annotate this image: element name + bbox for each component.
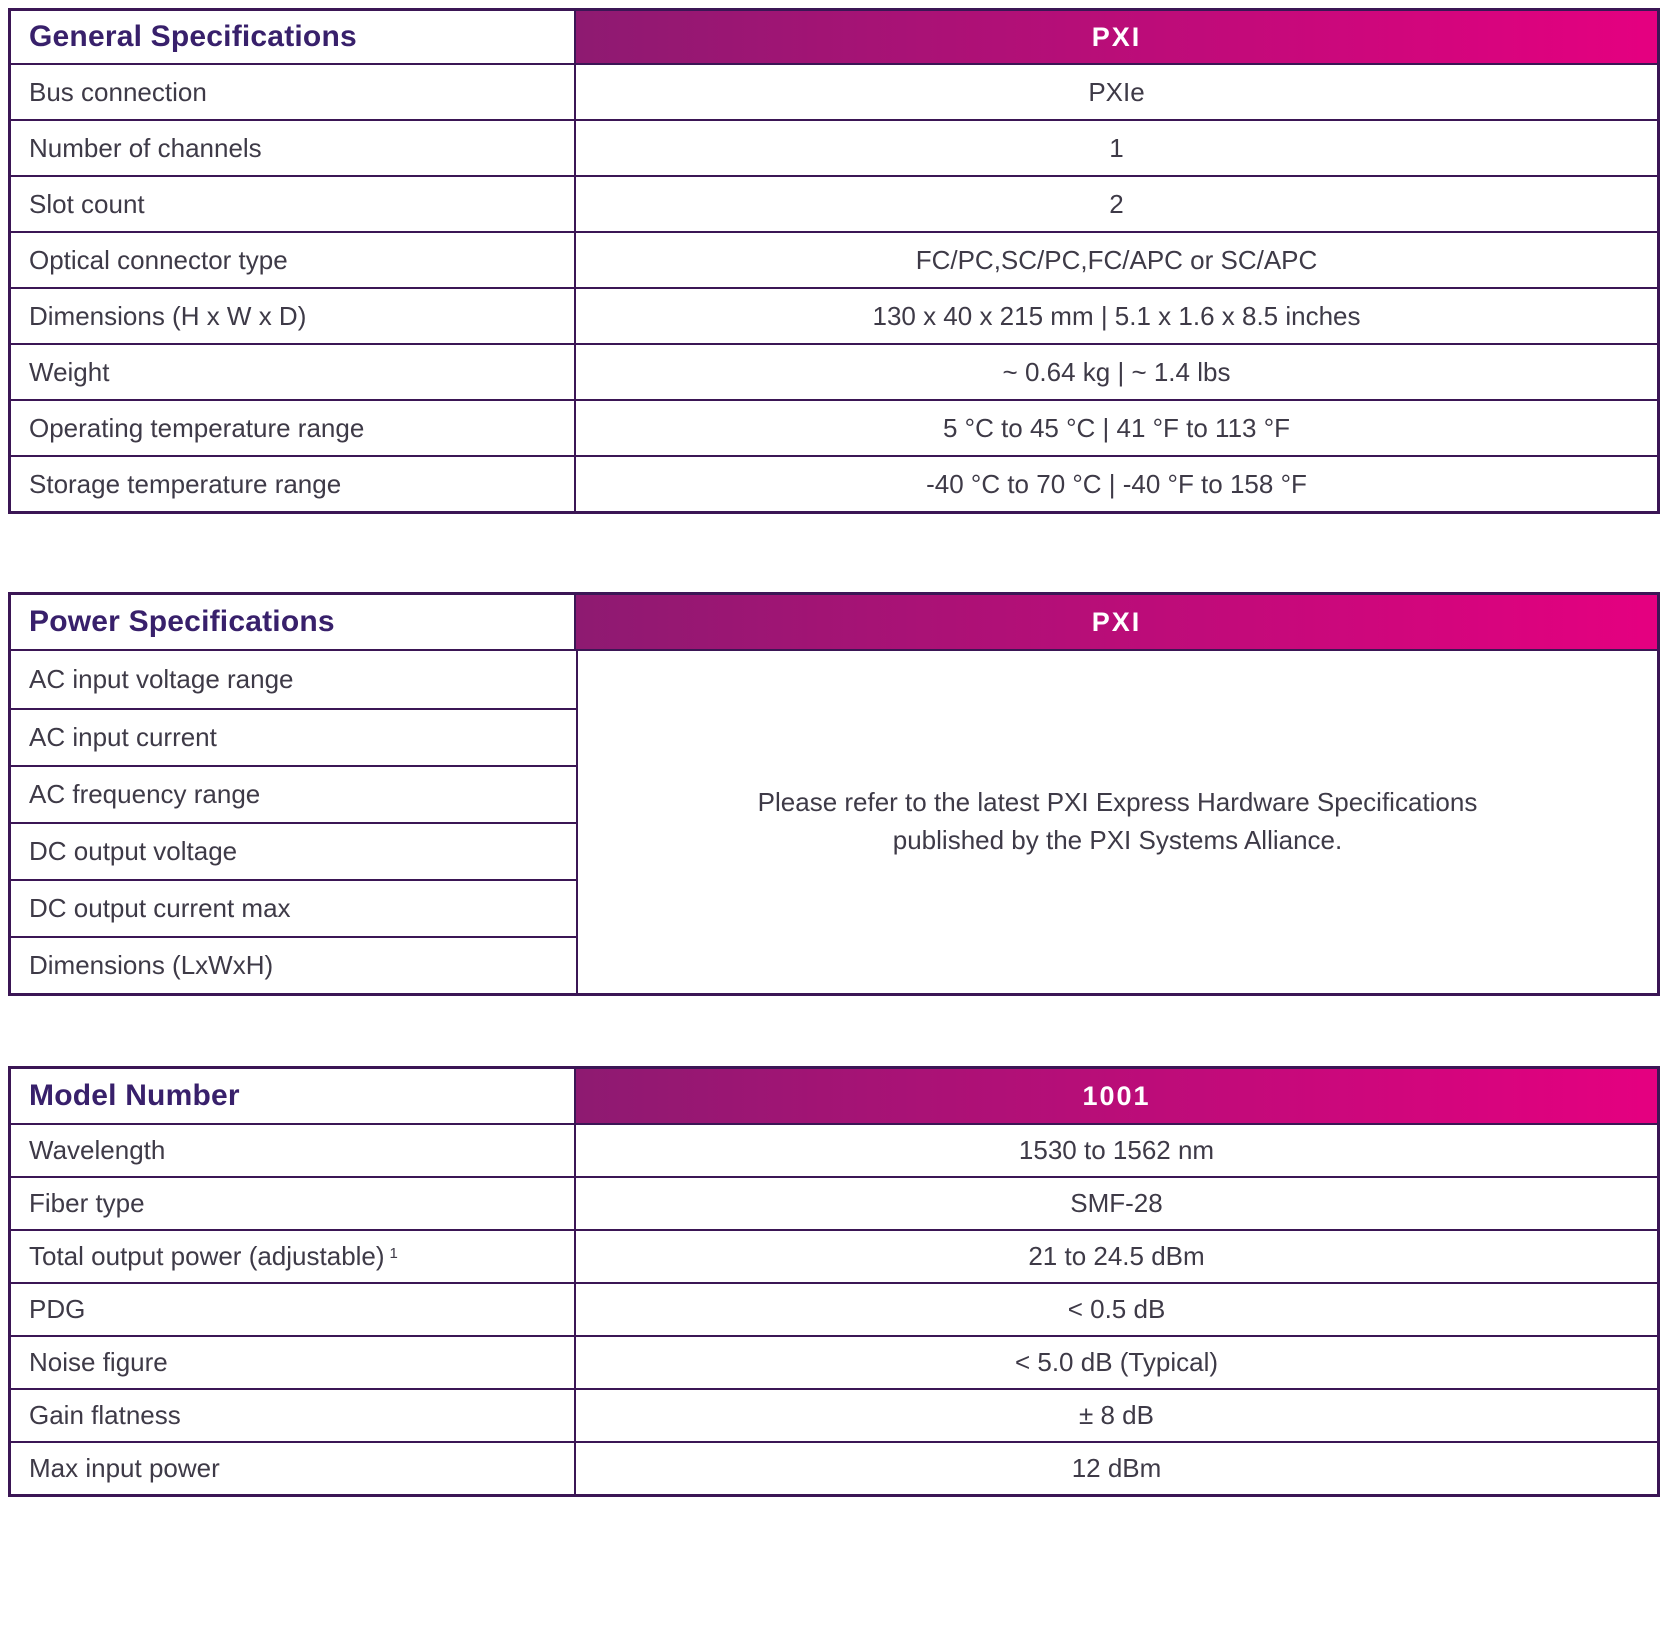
spec-label: AC input current <box>29 722 217 752</box>
spec-row <box>11 1123 1657 1176</box>
spec-value-cell <box>576 345 1657 399</box>
spec-label: Gain flatness <box>29 1400 181 1430</box>
spec-label-cell <box>11 177 576 231</box>
spec-row <box>11 231 1657 287</box>
spec-label: Bus connection <box>29 76 207 107</box>
spec-label-cell <box>11 1125 576 1176</box>
spec-label: AC input voltage range <box>29 664 294 694</box>
spec-value-cell <box>576 177 1657 231</box>
spec-value: < 0.5 dB <box>1067 1294 1166 1324</box>
spec-value-cell <box>576 121 1657 175</box>
spec-value: SMF-28 <box>1070 1188 1163 1218</box>
column-header-cell <box>576 595 1657 649</box>
spec-table-3 <box>8 1066 1660 1497</box>
spec-label-cell <box>11 651 576 708</box>
spec-label-cell <box>11 879 576 936</box>
spec-value-cell <box>576 1337 1657 1388</box>
spec-label: DC output voltage <box>29 836 238 866</box>
spec-label-cell <box>11 401 576 455</box>
column-header-cell <box>576 11 1657 63</box>
spec-value: 12 dBm <box>1071 1453 1162 1483</box>
table-header-row <box>11 11 1657 63</box>
column-header-cell <box>576 1069 1657 1123</box>
spec-label: Dimensions (LxWxH) <box>29 950 274 980</box>
spec-value: FC/PC,SC/PC,FC/APC or SC/APC <box>915 244 1318 275</box>
column-header-label: PXI <box>1091 21 1142 52</box>
spec-row <box>11 343 1657 399</box>
spec-label: Slot count <box>29 188 145 219</box>
spec-label-cell <box>11 708 576 765</box>
footnote-marker: 1 <box>389 1245 398 1262</box>
spec-value-cell <box>576 1178 1657 1229</box>
merged-body-row <box>11 649 1657 993</box>
spec-row <box>11 1388 1657 1441</box>
spec-value-cell <box>576 289 1657 343</box>
table-header-row <box>11 1069 1657 1123</box>
spec-label-cell <box>11 457 576 511</box>
spec-table-2 <box>8 592 1660 996</box>
spec-label-cell <box>11 1443 576 1494</box>
merged-value: Please refer to the latest PXI Express Hardware Specifications published by the PXI Systems Alliance. <box>757 787 1478 855</box>
spec-label-cell <box>11 65 576 119</box>
spec-value: ~ 0.64 kg | ~ 1.4 lbs <box>1002 356 1231 387</box>
spec-label-cell <box>11 121 576 175</box>
spec-label: Total output power (adjustable) <box>29 1241 385 1271</box>
spec-value: 1530 to 1562 nm <box>1018 1135 1215 1165</box>
spec-label-cell <box>11 936 576 993</box>
label-column <box>11 651 578 993</box>
spec-label-cell <box>11 1284 576 1335</box>
spec-label-cell <box>11 1337 576 1388</box>
spec-value: 130 x 40 x 215 mm | 5.1 x 1.6 x 8.5 inches <box>872 300 1361 331</box>
column-header-label: PXI <box>1091 606 1142 637</box>
spec-label-cell <box>11 289 576 343</box>
spec-row <box>11 1282 1657 1335</box>
spec-label: Number of channels <box>29 132 262 163</box>
spec-value: 1 <box>1109 132 1124 163</box>
spec-label-cell <box>11 233 576 287</box>
table-title: General Specifications <box>29 20 357 53</box>
spec-table-1 <box>8 8 1660 514</box>
spec-label-cell <box>11 765 576 822</box>
table-header-row <box>11 595 1657 649</box>
spec-label: Noise figure <box>29 1347 168 1377</box>
spec-value: ± 8 dB <box>1079 1400 1154 1430</box>
spec-label: PDG <box>29 1294 86 1324</box>
spec-value-cell <box>576 1125 1657 1176</box>
spec-label: Dimensions (H x W x D) <box>29 300 307 331</box>
spec-row <box>11 1176 1657 1229</box>
spec-label: Max input power <box>29 1453 220 1483</box>
spec-value: 2 <box>1109 188 1124 219</box>
spec-label: Wavelength <box>29 1135 166 1165</box>
spec-value-cell <box>576 1231 1657 1282</box>
spec-value: < 5.0 dB (Typical) <box>1014 1347 1219 1377</box>
spec-label: Fiber type <box>29 1188 145 1218</box>
spec-value-cell <box>576 1443 1657 1494</box>
spec-row <box>11 119 1657 175</box>
spec-value: 21 to 24.5 dBm <box>1028 1241 1205 1271</box>
spec-label: Operating temperature range <box>29 412 365 443</box>
table-title-cell <box>11 11 576 63</box>
spec-label: Weight <box>29 356 110 387</box>
spec-label: DC output current max <box>29 893 291 923</box>
spec-label-cell <box>11 1390 576 1441</box>
spec-label-cell <box>11 822 576 879</box>
column-header-label: 1001 <box>1082 1080 1151 1111</box>
spec-value-cell <box>576 1390 1657 1441</box>
spec-row <box>11 287 1657 343</box>
spec-row <box>11 1335 1657 1388</box>
spec-label-cell <box>11 1178 576 1229</box>
spec-row <box>11 1441 1657 1494</box>
table-title-cell <box>11 595 576 649</box>
spec-row <box>11 399 1657 455</box>
spec-label: AC frequency range <box>29 779 261 809</box>
spec-label-cell <box>11 1231 576 1282</box>
spec-value-cell <box>576 65 1657 119</box>
spec-row <box>11 63 1657 119</box>
spec-label-cell <box>11 345 576 399</box>
spec-value-cell <box>576 233 1657 287</box>
spec-value: -40 °C to 70 °C | -40 °F to 158 °F <box>926 468 1307 499</box>
table-title: Power Specifications <box>29 605 335 638</box>
table-title-cell <box>11 1069 576 1123</box>
spec-value: 5 °C to 45 °C | 41 °F to 113 °F <box>942 412 1290 443</box>
merged-value-cell <box>578 651 1657 993</box>
spec-label: Optical connector type <box>29 244 288 275</box>
spec-row <box>11 175 1657 231</box>
spec-row <box>11 455 1657 511</box>
spec-value: PXIe <box>1088 76 1145 107</box>
spec-value-cell <box>576 1284 1657 1335</box>
spec-value-cell <box>576 457 1657 511</box>
spec-value-cell <box>576 401 1657 455</box>
table-title: Model Number <box>29 1079 240 1112</box>
tables-root <box>8 8 1660 1497</box>
spec-label: Storage temperature range <box>29 468 342 499</box>
spec-row <box>11 1229 1657 1282</box>
